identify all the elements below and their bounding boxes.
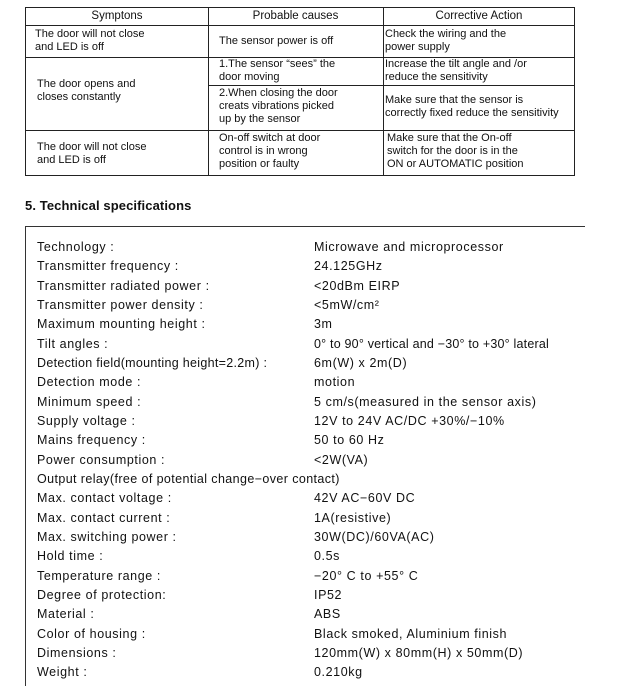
action-line: power supply [385, 41, 450, 53]
header-action: Corrective Action [435, 10, 523, 22]
cause-line: 1.The sensor “sees” the [219, 58, 336, 70]
spec-value: ABS [314, 607, 341, 621]
spec-row [37, 605, 636, 624]
spec-value: 0.210kg [314, 665, 363, 679]
cause-line: control is in wrong [219, 145, 308, 157]
spec-row [37, 296, 636, 315]
symptom-line: The door will not close [37, 141, 147, 153]
spec-value: <2W(VA) [314, 453, 369, 467]
spec-value: 50 to 60 Hz [314, 433, 385, 447]
spec-label: Temperature range : [37, 569, 161, 583]
spec-value: 5 cm/s(measured in the sensor axis) [314, 395, 537, 409]
action-line: reduce the sensitivity [385, 71, 488, 83]
cause-line: On-off switch at door [219, 132, 321, 144]
spec-label: Technology : [37, 240, 115, 254]
action-cell [387, 132, 524, 171]
spec-value: Black smoked, Aluminium finish [314, 627, 508, 641]
spec-label: Transmitter radiated power : [37, 279, 210, 293]
header-symptoms: Symptons [91, 10, 143, 22]
cause-line: door moving [219, 71, 280, 83]
cause-line: up by the sensor [219, 113, 301, 125]
spec-label: Transmitter frequency : [37, 259, 179, 273]
symptom-line: The door will not close [35, 28, 145, 40]
spec-value: 0.5s [314, 549, 341, 563]
cause-cell [219, 87, 338, 126]
spec-label: Hold time : [37, 549, 104, 563]
action-line: Check the wiring and the [385, 28, 507, 40]
spec-row [37, 663, 636, 682]
spec-label: Output relay(free of potential change−over contact) [37, 472, 340, 486]
row-divider [208, 85, 574, 86]
spec-label: Color of housing : [37, 627, 146, 641]
action-cell [385, 58, 527, 84]
spec-label: Degree of protection: [37, 588, 167, 602]
symptom-line: The door opens and [37, 78, 136, 90]
spec-label: Maximum mounting height : [37, 317, 206, 331]
cause-cell [219, 35, 333, 48]
spec-row [37, 373, 636, 392]
action-line: switch for the door is in the [387, 145, 518, 157]
spec-value: 30W(DC)/60VA(AC) [314, 530, 435, 544]
action-line: correctly fixed reduce the sensitivity [385, 107, 559, 119]
spec-value: 120mm(W) x 80mm(H) x 50mm(D) [314, 646, 524, 660]
spec-row [37, 625, 636, 644]
spec-label: Detection mode : [37, 375, 142, 389]
spec-row [37, 354, 636, 373]
spec-label: Max. switching power : [37, 530, 177, 544]
spec-row [37, 412, 636, 431]
row-divider [26, 130, 574, 131]
spec-value: <20dBm EIRP [314, 279, 401, 293]
spec-row [37, 644, 636, 663]
cause-cell [219, 58, 335, 84]
spec-value: motion [314, 375, 356, 389]
spec-row [37, 238, 636, 257]
spec-label: Detection field(mounting height=2.2m) : [37, 356, 268, 370]
spec-label: Tilt angles : [37, 337, 109, 351]
spec-row [37, 470, 636, 489]
spec-label: Max. contact current : [37, 511, 171, 525]
spec-value: 42V AC−60V DC [314, 491, 416, 505]
spec-row [37, 315, 636, 334]
spec-row [37, 335, 636, 354]
spec-label: Minimum speed : [37, 395, 142, 409]
action-cell [385, 28, 506, 54]
cause-line: 2.When closing the door [219, 87, 338, 99]
spec-label: Dimensions : [37, 646, 117, 660]
symptom-cell [35, 28, 144, 54]
spec-row [37, 489, 636, 508]
spec-row [37, 393, 636, 412]
spec-value: 0° to 90° vertical and −30° to +30° lateral [314, 337, 549, 351]
spec-row [37, 277, 636, 296]
spec-value: 24.125GHz [314, 259, 383, 273]
cause-line: position or faulty [219, 158, 300, 170]
symptom-cell [37, 141, 146, 167]
header-divider [26, 25, 574, 26]
spec-value: −20° C to +55° C [314, 569, 419, 583]
spec-label: Material : [37, 607, 95, 621]
action-cell [385, 94, 559, 120]
spec-label: Power consumption : [37, 453, 166, 467]
spec-row [37, 567, 636, 586]
action-line: Increase the tilt angle and /or [385, 58, 527, 70]
spec-value: Microwave and microprocessor [314, 240, 504, 254]
symptom-cell [37, 78, 135, 104]
action-line: ON or AUTOMATIC position [387, 158, 524, 170]
symptom-line: closes constantly [37, 91, 121, 103]
column-divider [208, 8, 209, 175]
cause-cell [219, 132, 320, 171]
troubleshooting-table [25, 7, 575, 176]
action-line: Make sure that the On-off [387, 132, 512, 144]
spec-row [37, 509, 636, 528]
symptom-line: and LED is off [35, 41, 104, 53]
spec-row [37, 586, 636, 605]
spec-value: 3m [314, 317, 333, 331]
spec-row [37, 451, 636, 470]
cause-line: creats vibrations picked [219, 100, 334, 112]
spec-label: Max. contact voltage : [37, 491, 172, 505]
header-causes: Probable causes [252, 10, 339, 22]
spec-label: Transmitter power density : [37, 298, 204, 312]
section-title: 5. Technical specifications [25, 198, 192, 213]
spec-value: 12V to 24V AC/DC +30%/−10% [314, 414, 505, 428]
spec-row [37, 528, 636, 547]
spec-label: Mains frequency : [37, 433, 146, 447]
spec-row [37, 547, 636, 566]
cause-line: The sensor power is off [219, 35, 334, 47]
action-line: Make sure that the sensor is [385, 94, 524, 106]
spec-row [37, 431, 636, 450]
spec-label: Supply voltage : [37, 414, 136, 428]
column-divider [383, 8, 384, 175]
spec-value: IP52 [314, 588, 343, 602]
spec-value: 1A(resistive) [314, 511, 392, 525]
spec-label: Weight : [37, 665, 88, 679]
symptom-line: and LED is off [37, 154, 106, 166]
spec-value: 6m(W) x 2m(D) [314, 356, 408, 370]
spec-row [37, 257, 636, 276]
spec-value: <5mW/cm² [314, 298, 380, 312]
